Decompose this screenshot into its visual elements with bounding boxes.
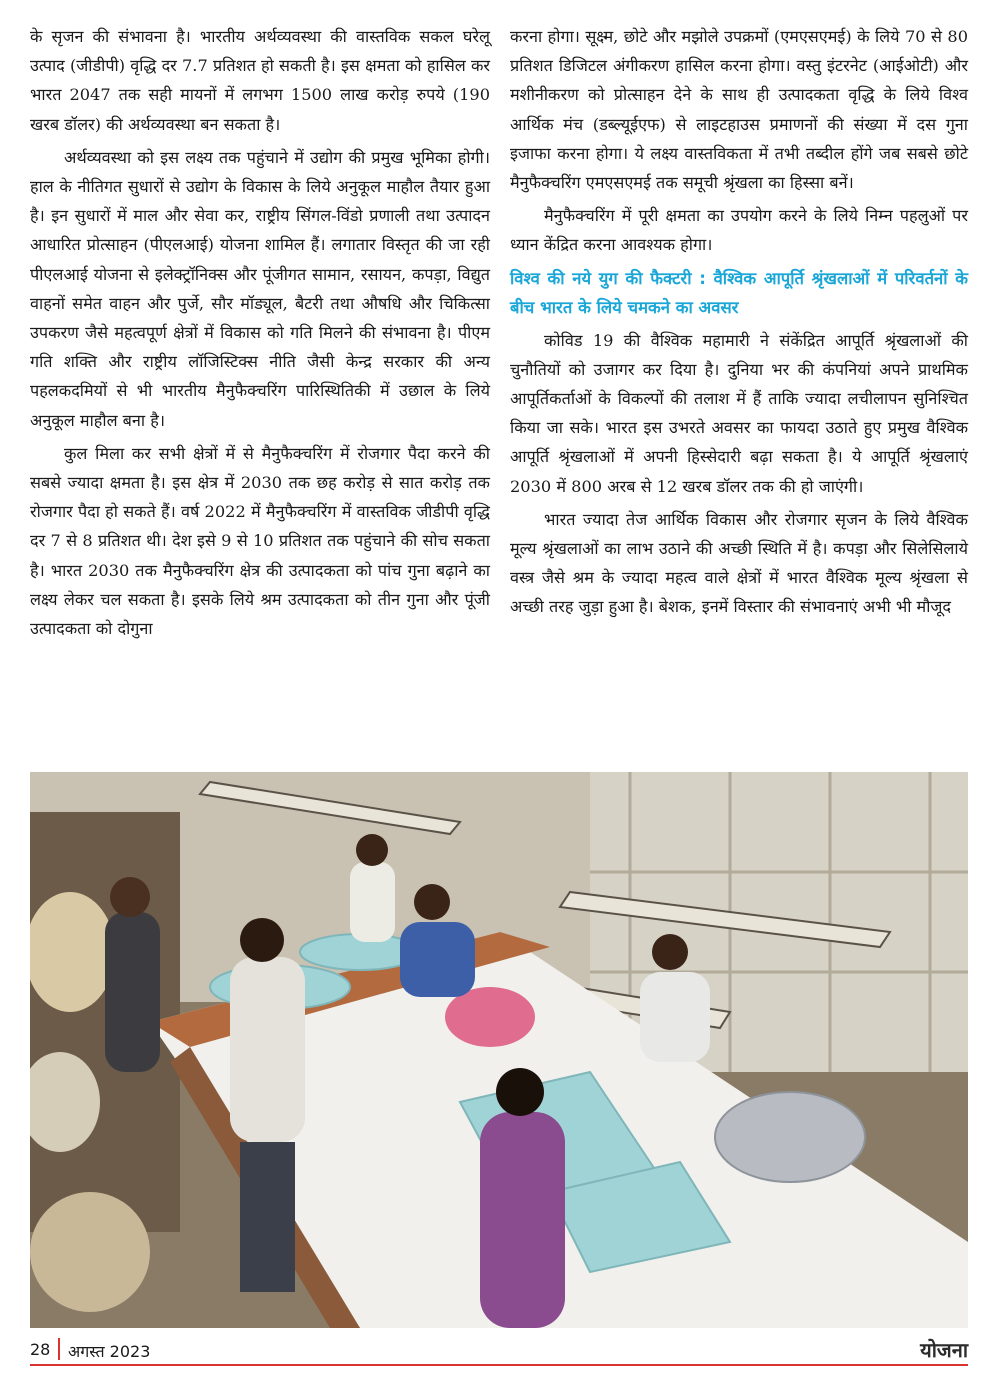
paragraph: भारत ज्यादा तेज आर्थिक विकास और रोजगार सृजन के लिये वैश्विक मूल्य श्रृंखलाओं का लाभ उठाने की अच्छी स्थिति में है। कपड़ा और सिलेसिलाये वस्त्र जैसे श्रम के ज्यादा महत्व वाले क्षेत्रों में भारत वैश्विक मूल्य श्रृंखला से अच्छी तरह जुड़ा हुआ है। बेशक, इनमें विस्तार की संभावनाएं अभी भी मौजूद [510,509,968,617]
paragraph: के सृजन की संभावना है। भारतीय अर्थव्यवस्था की वास्तविक सकल घरेलू उत्पाद (जीडीपी) वृद्धि दर 7.7 प्रतिशत हो सकती है। इस क्षमता को हासिल कर भारत 2047 तक सही मायनों में लगभग 1500 लाख करोड़ रुपये (190 खरब डॉलर) की अर्थव्यवस्था बन सकता है। [30,27,490,134]
page-footer [30,1336,968,1362]
paragraph: कुल मिला कर सभी क्षेत्रों में से मैनुफैक्चरिंग में रोजगार पैदा करने की सबसे ज्यादा क्षमता है। इस क्षेत्र में 2030 तक छह करोड़ से सात करोड़ तक रोजगार पैदा हो सकते हैं। वर्ष 2022 में मैनुफैक्चरिंग में वास्तविक जीडीपी वृद्धि दर 7 से 8 प्रतिशत थी। देश इसे 9 से 10 प्रतिशत तक पहुंचाने की सोच सकता है। भारत 2030 तक मैनुफैक्चरिंग क्षेत्र की उत्पादकता को पांच गुना बढ़ाने का लक्ष्य लेकर चल सकता है। इसके लिये श्रम उत्पादकता को तीन गुना और पूंजी उत्पादकता को दोगुना [30,443,490,639]
page-number: 28 [30,1340,51,1359]
garment-factory-photo [30,772,968,1328]
right-column [510,22,968,622]
magazine-name: योजना [920,1338,968,1362]
footer-divider [58,1338,60,1360]
paragraph: मैनुफैक्चरिंग में पूरी क्षमता का उपयोग करने के लिये निम्न पहलुओं पर ध्यान केंद्रित करना आवश्यक होगा। [510,206,968,255]
paragraph: कोविड 19 की वैश्विक महामारी ने संकेंद्रित आपूर्ति श्रृंखलाओं की चुनौतियों को उजागर कर दिया है। दुनिया भर की कंपनियां अपने प्राथमिक आपूर्तिकर्ताओं के विकल्पों की तलाश में हैं ताकि ज्यादा लचीलापन सुनिश्चित किया जा सके। भारत इस उभरते अवसर का फायदा उठाते हुए प्रमुख वैश्विक आपूर्ति श्रृंखलाओं में अपनी हिस्सेदारी बढ़ा सकता है। ये आपूर्ति श्रृंखलाएं 2030 में 800 अरब से 12 खरब डॉलर तक की हो जाएंगी। [510,330,968,496]
paragraph: अर्थव्यवस्था को इस लक्ष्य तक पहुंचाने में उद्योग की प्रमुख भूमिका होगी। हाल के नीतिगत सुधारों से उद्योग के विकास के लिये अनुकूल माहौल तैयार हुआ है। इन सुधारों में माल और सेवा कर, राष्ट्रीय सिंगल-विंडो प्रणाली तथा उत्पादन आधारित प्रोत्साहन (पीएलआई) योजना शामिल हैं। लगातार विस्तृत की जा रही पीएलआई योजना से इलेक्ट्रॉनिक्स और पूंजीगत सामान, रसायन, कपड़ा, विद्युत वाहनों समेत वाहन और पुर्जे, सौर मॉड्यूल, बैटरी तथा औषधि और चिकित्सा उपकरण जैसे महत्वपूर्ण क्षेत्रों में विकास को गति मिलने की संभावना है। पीएम गति शक्ति और राष्ट्रीय लॉजिस्टिक्स नीति जैसी केन्द्र सरकार की अन्य पहलकदमियों से भी भारतीय मैनुफैक्चरिंग पारिस्थितिकी में उछाल के लिये अनुकूल माहौल बना है। [30,147,490,430]
footer-rule [30,1364,968,1366]
paragraph: करना होगा। सूक्ष्म, छोटे और मझोले उपक्रमों (एमएसएमई) के लिये 70 से 80 प्रतिशत डिजिटल अंगीकरण हासिल करना होगा। वस्तु इंटरनेट (आईओटी) और मशीनीकरण को प्रोत्साहन देने के साथ ही उत्पादकता वृद्धि के लिये विश्व आर्थिक मंच (डब्ल्यूईएफ) से लाइटहाउस प्रमाणनों की संख्या में दस गुना इजाफा करना होगा। ये लक्ष्य वास्तविकता में तभी तब्दील होंगे जब सबसे छोटे मैनुफैक्चरिंग एमएसएमई तक समूची श्रृंखला का हिस्सा बनें। [510,27,968,193]
issue-month: अगस्त 2023 [68,1342,151,1361]
section-heading: विश्व की नये युग की फैक्टरी : वैश्विक आपूर्ति श्रृंखलाओं में परिवर्तनों के बीच भारत के लिये चमकने का अवसर [510,268,968,317]
left-column [30,22,490,643]
